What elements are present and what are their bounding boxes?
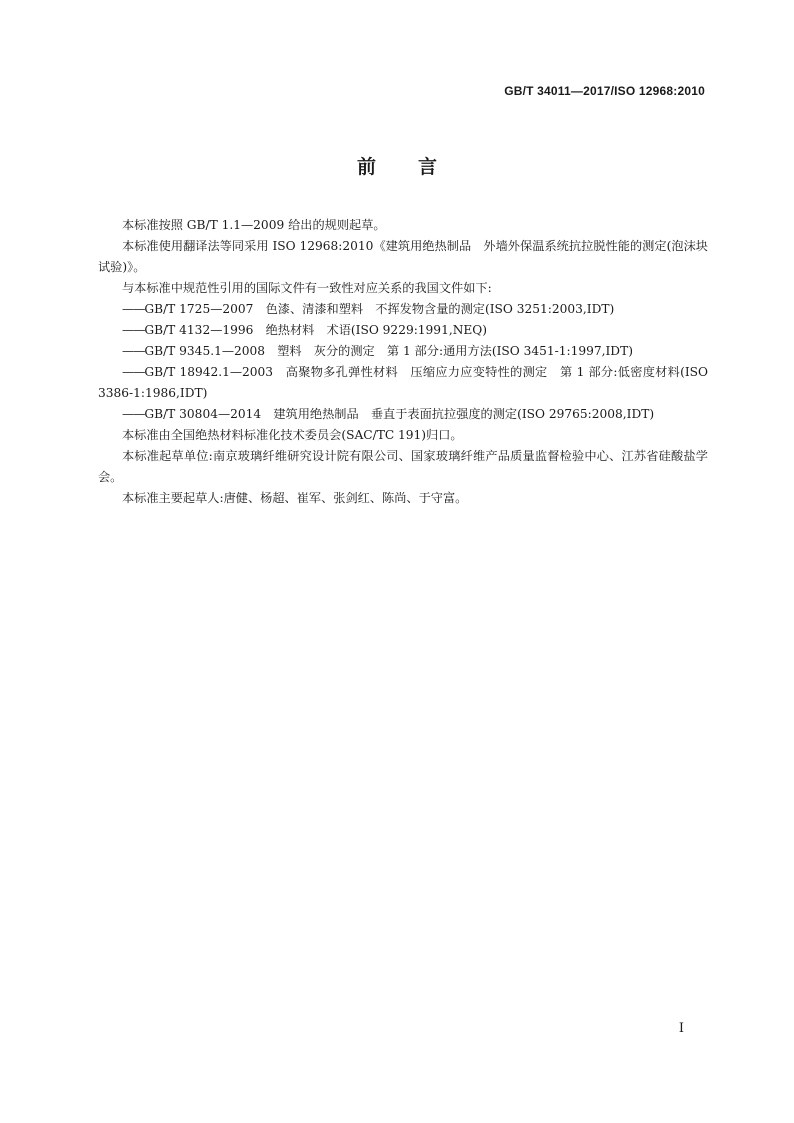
reference-text: GB/T 18942.1—2003 高聚物多孔弹性材料 压缩应力应变特性的测定 第 1 部分:低密度材料(ISO 3386-1:1986,IDT): [98, 365, 712, 400]
reference-text: GB/T 4132—1996 绝热材料 术语(ISO 9229:1991,NEQ): [144, 323, 487, 337]
paragraph-jurisdiction: 本标准由全国绝热材料标准化技术委员会(SAC/TC 191)归口。: [122, 428, 463, 442]
reference-item-2: [98, 320, 708, 341]
reference-item-4: [98, 362, 712, 404]
paragraph-adoption: 本标准使用翻译法等同采用 ISO 12968:2010《建筑用绝热制品 外墙外保温系统抗拉脱性能的测定(泡沫块试验)》。: [98, 239, 708, 274]
paragraph-drafters: 本标准主要起草人:唐健、杨超、崔军、张剑红、陈尚、于守富。: [122, 491, 468, 505]
page-title: 前言: [356, 156, 479, 178]
page-number: I: [678, 1021, 684, 1036]
reference-item-3: [98, 341, 708, 362]
paragraph-references-intro: 与本标准中规范性引用的国际文件有一致性对应关系的我国文件如下:: [122, 281, 492, 295]
document-body: [98, 215, 712, 509]
dash-mark: ——: [122, 407, 145, 421]
reference-text: GB/T 1725—2007 色漆、清漆和塑料 不挥发物含量的测定(ISO 3251:2003,IDT): [144, 302, 615, 316]
dash-mark: ——: [122, 344, 145, 358]
reference-text: GB/T 9345.1—2008 塑料 灰分的测定 第 1 部分:通用方法(ISO 3451-1:1997,IDT): [144, 344, 633, 358]
dash-mark: ——: [122, 302, 145, 316]
paragraph-drafting-units: 本标准起草单位:南京玻璃纤维研究设计院有限公司、国家玻璃纤维产品质量监督检验中心、江苏省硅酸盐学会。: [98, 449, 708, 484]
reference-item-5: [98, 404, 708, 425]
reference-list: [98, 299, 712, 425]
dash-mark: ——: [122, 365, 145, 379]
reference-item-1: [98, 299, 708, 320]
standard-code-header: GB/T 34011—2017/ISO 12968:2010: [504, 84, 705, 98]
paragraph-drafting-rules: 本标准按照 GB/T 1.1—2009 给出的规则起草。: [122, 218, 386, 232]
reference-text: GB/T 30804—2014 建筑用绝热制品 垂直于表面抗拉强度的测定(ISO 29765:2008,IDT): [144, 407, 655, 421]
dash-mark: ——: [122, 323, 145, 337]
